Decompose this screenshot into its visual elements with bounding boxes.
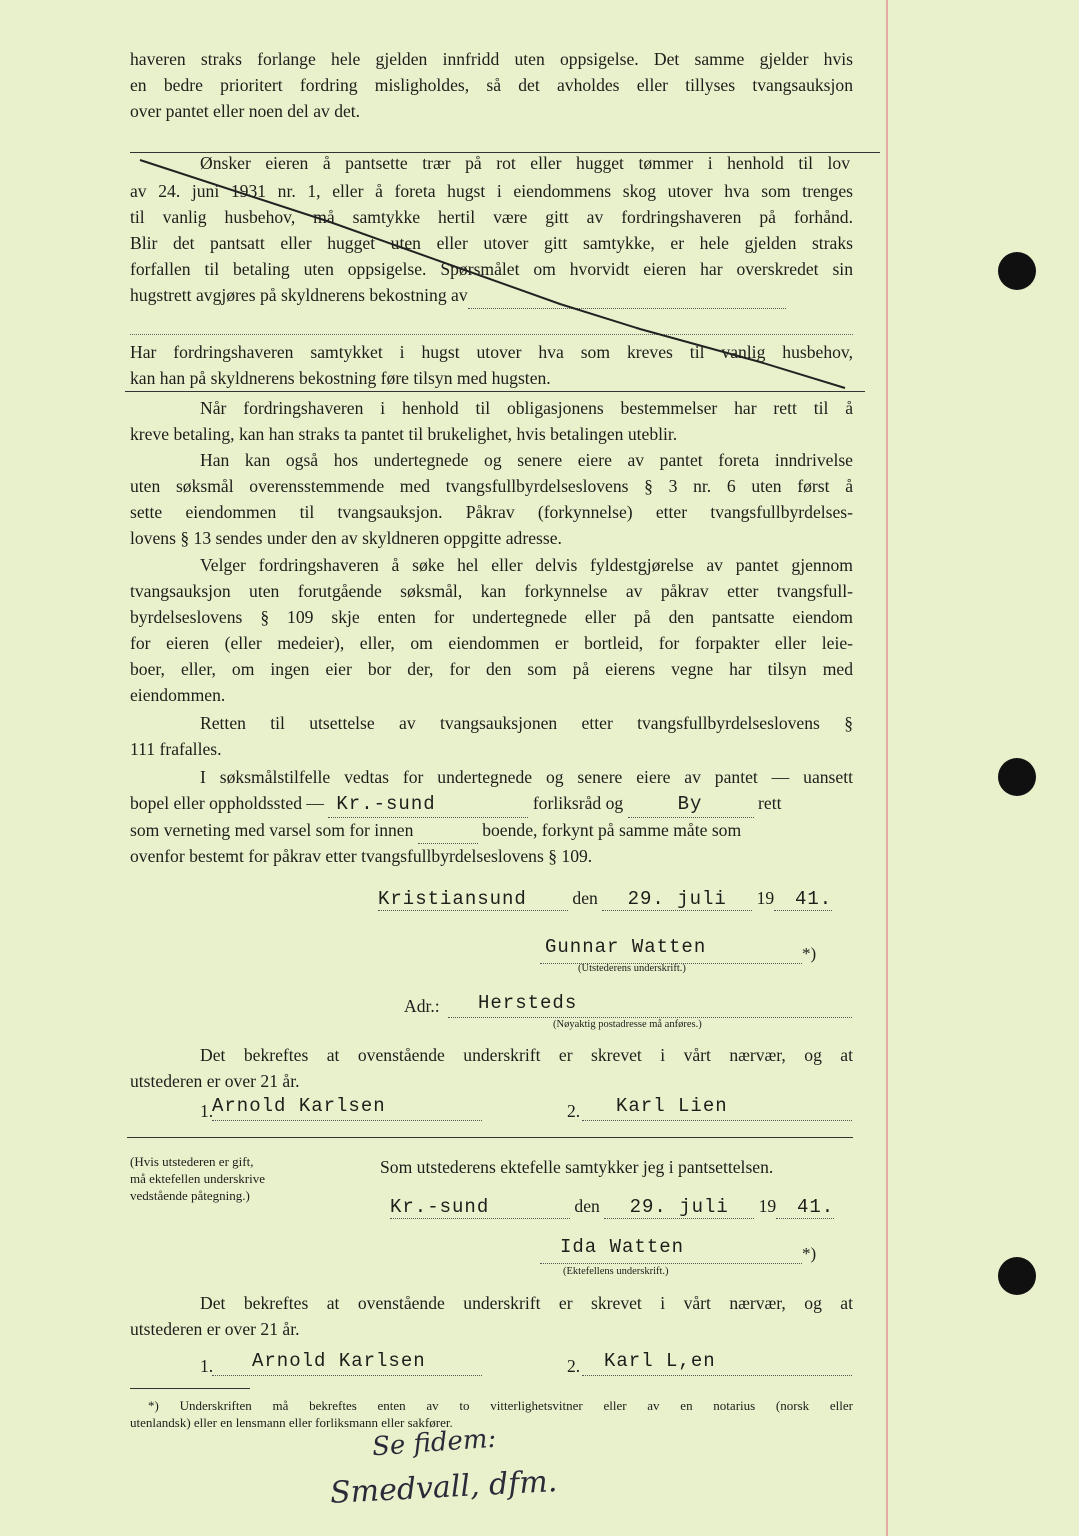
signature-caption: (Ektefellens underskrift.) [563,1266,669,1277]
spouse-date-line [390,1196,834,1219]
text-line: en bedre prioritert fordring misligholdes, så det avholdes eller tillyses tvangsauksjon [130,75,853,95]
signature-line [212,1374,482,1376]
text-line: for eieren (eller medeier), eller, om eiendommen er bortleid, for forpakter eller leie- [130,633,853,653]
handwritten-annotation: Se fidem: [371,1423,498,1463]
spouse-date-place: Kr.-sund [390,1196,570,1219]
address-label: Adr.: [404,996,440,1016]
text-line: byrdelseslovens § 109 skje enten for undertegnede eller på den pantsatte eiendom [130,607,853,627]
venue-line2-a: som verneting med varsel som for innen [130,820,414,840]
blank-field [418,817,478,844]
hugst-text: hugstrett avgjøres på skyldnerens bekostning av [130,285,468,305]
signature-caption: (Utstederens underskrift.) [578,963,686,974]
text-line: Velger fordringshaveren å søke hel eller delvis fyldestgjørelse av pantet gjennom [200,555,853,575]
venue-suffix: rett [758,793,782,813]
witness-signature: Karl L,en [604,1350,716,1372]
venue-court-field [628,790,754,818]
address-line [448,1016,852,1018]
text-line: tvangsauksjon uten forutgående søksmål, kan forkynnelse av påkrav etter tvangsfull- [130,581,853,601]
side-note-line: vedstående påtegning.) [130,1188,250,1203]
text-line: uten søksmål overensstemmende med tvangsfullbyrdelseslovens § 3 nr. 6 uten først å [130,476,853,496]
witness-number: 1. [200,1356,214,1376]
signature-line [582,1374,852,1376]
spouse-side-note [130,1153,265,1204]
text-line: Han kan også hos undertegnede og senere eiere av pantet foreta inndrivelse [200,450,853,470]
venue-place: Kr.-sund [336,793,436,815]
asterisk-note: *) [802,944,817,963]
witness-signature: Arnold Karlsen [252,1350,426,1372]
side-note-line: (Hvis utstederen er gift, [130,1154,254,1169]
side-note-line: må ektefellen underskrive [130,1171,265,1186]
text-line: Ønsker eieren å pantsette trær på rot eller hugget tømmer i henhold til lov [200,153,850,173]
witness-signature: Karl Lien [616,1095,728,1117]
text-line: sette eiendommen til tvangsauksjon. Påkrav (forkynnelse) etter tvangsfullbyrdelses- [130,502,853,522]
spouse-consent: Som utstederens ektefelle samtykker jeg i pantsettelsen. [380,1157,774,1177]
text-line: ovenfor bestemt for påkrav etter tvangsfullbyrdelseslovens § 109. [130,846,593,866]
signature-line [540,1262,802,1264]
issuer-signature: Gunnar Watten [545,936,707,958]
address-caption: (Nøyaktig postadresse må anføres.) [553,1019,702,1030]
venue-line [130,817,853,844]
punch-hole [998,758,1036,796]
venue-place-field [328,790,528,818]
witness-number: 2. [567,1101,581,1121]
spouse-date-den: den [574,1196,600,1216]
date-year: 41. [774,888,832,911]
text-line: eiendommen. [130,685,226,705]
text-line: Det bekreftes at ovenstående underskrift er skrevet i vårt nærvær, og at [200,1293,853,1313]
handwritten-signature: Smedvall, dfm. [329,1464,559,1511]
text-line: Har fordringshaveren samtykket i hugst utover hva som kreves til vanlig husbehov, [130,342,853,362]
divider [127,1137,853,1138]
spouse-date-day: 29. juli [604,1196,754,1219]
text-line: til vanlig husbehov, må samtykke hertil være gitt av fordringshaveren på forhånd. [130,207,853,227]
spouse-date-century: 19 [758,1196,777,1216]
text-line: over pantet eller noen del av det. [130,101,361,121]
venue-court: By [677,793,703,815]
text-line: Det bekreftes at ovenstående underskrift er skrevet i vårt nærvær, og at [200,1045,853,1065]
witness-signature: Arnold Karlsen [212,1095,386,1117]
date-line [378,888,832,911]
venue-line [130,790,890,818]
text-line: Når fordringshaveren i henhold til obligasjonens bestemmelser har rett til å [200,398,853,418]
venue-mid: forliksråd og [532,793,624,813]
text-line: kreve betaling, kan han straks ta pantet til brukelighet, hvis betalingen uteblir. [130,424,678,444]
date-den: den [572,888,598,908]
text-line: av 24. juni 1931 nr. 1, eller å foreta hugst i eiendommens skog utover hva som trenges [130,181,853,201]
venue-prefix: bopel eller oppholdssted — [130,793,324,813]
spouse-signature: Ida Watten [560,1236,685,1258]
text-line: forfallen til betaling uten oppsigelse. Spørsmålet om hvorvidt eieren har overskredet sin [130,259,853,279]
text-line: Blir det pantsatt eller hugget uten eller utover gitt samtykke, er hele gjelden straks [130,233,853,253]
footnote-rule [130,1388,250,1389]
address-value: Hersteds [478,992,578,1014]
footnote-line: utenlandsk) eller en lensmann eller forliksmann eller sakfører. [130,1415,453,1430]
text-line: utstederen er over 21 år. [130,1071,300,1091]
witness-number: 2. [567,1356,581,1376]
text-line: kan han på skyldnerens bekostning føre tilsyn med hugsten. [130,368,551,388]
footnote-line: *) Underskriften må bekreftes enten av to vitterlighetsvitner eller av en notarius (norsk eller [148,1398,853,1413]
strike-through [0,0,1079,400]
asterisk-note: *) [802,1244,817,1263]
punch-hole [998,1257,1036,1295]
date-day: 29. juli [602,888,752,911]
witness-number: 1. [200,1101,214,1121]
signature-line [582,1119,852,1121]
date-place: Kristiansund [378,888,568,911]
text-line: lovens § 13 sendes under den av skyldneren oppgitte adresse. [130,528,562,548]
text-line: I søksmålstilfelle vedtas for undertegnede og senere eiere av pantet — uansett [200,767,853,787]
text-line: Retten til utsettelse av tvangsauksjonen etter tvangsfullbyrdelseslovens § [200,713,853,733]
text-line: 111 frafalles. [130,739,222,759]
text-line: utstederen er over 21 år. [130,1319,300,1339]
spouse-date-year: 41. [776,1196,834,1219]
signature-line [212,1119,482,1121]
date-century: 19 [756,888,775,908]
text-line: boer, eller, om ingen eier bor der, for den som på eierens vegne har tilsyn med [130,659,853,679]
text-line: haveren straks forlange hele gjelden innfridd uten oppsigelse. Det samme gjelder hvis [130,49,853,69]
venue-line2-b: boende, forkynt på samme måte som [482,820,742,840]
